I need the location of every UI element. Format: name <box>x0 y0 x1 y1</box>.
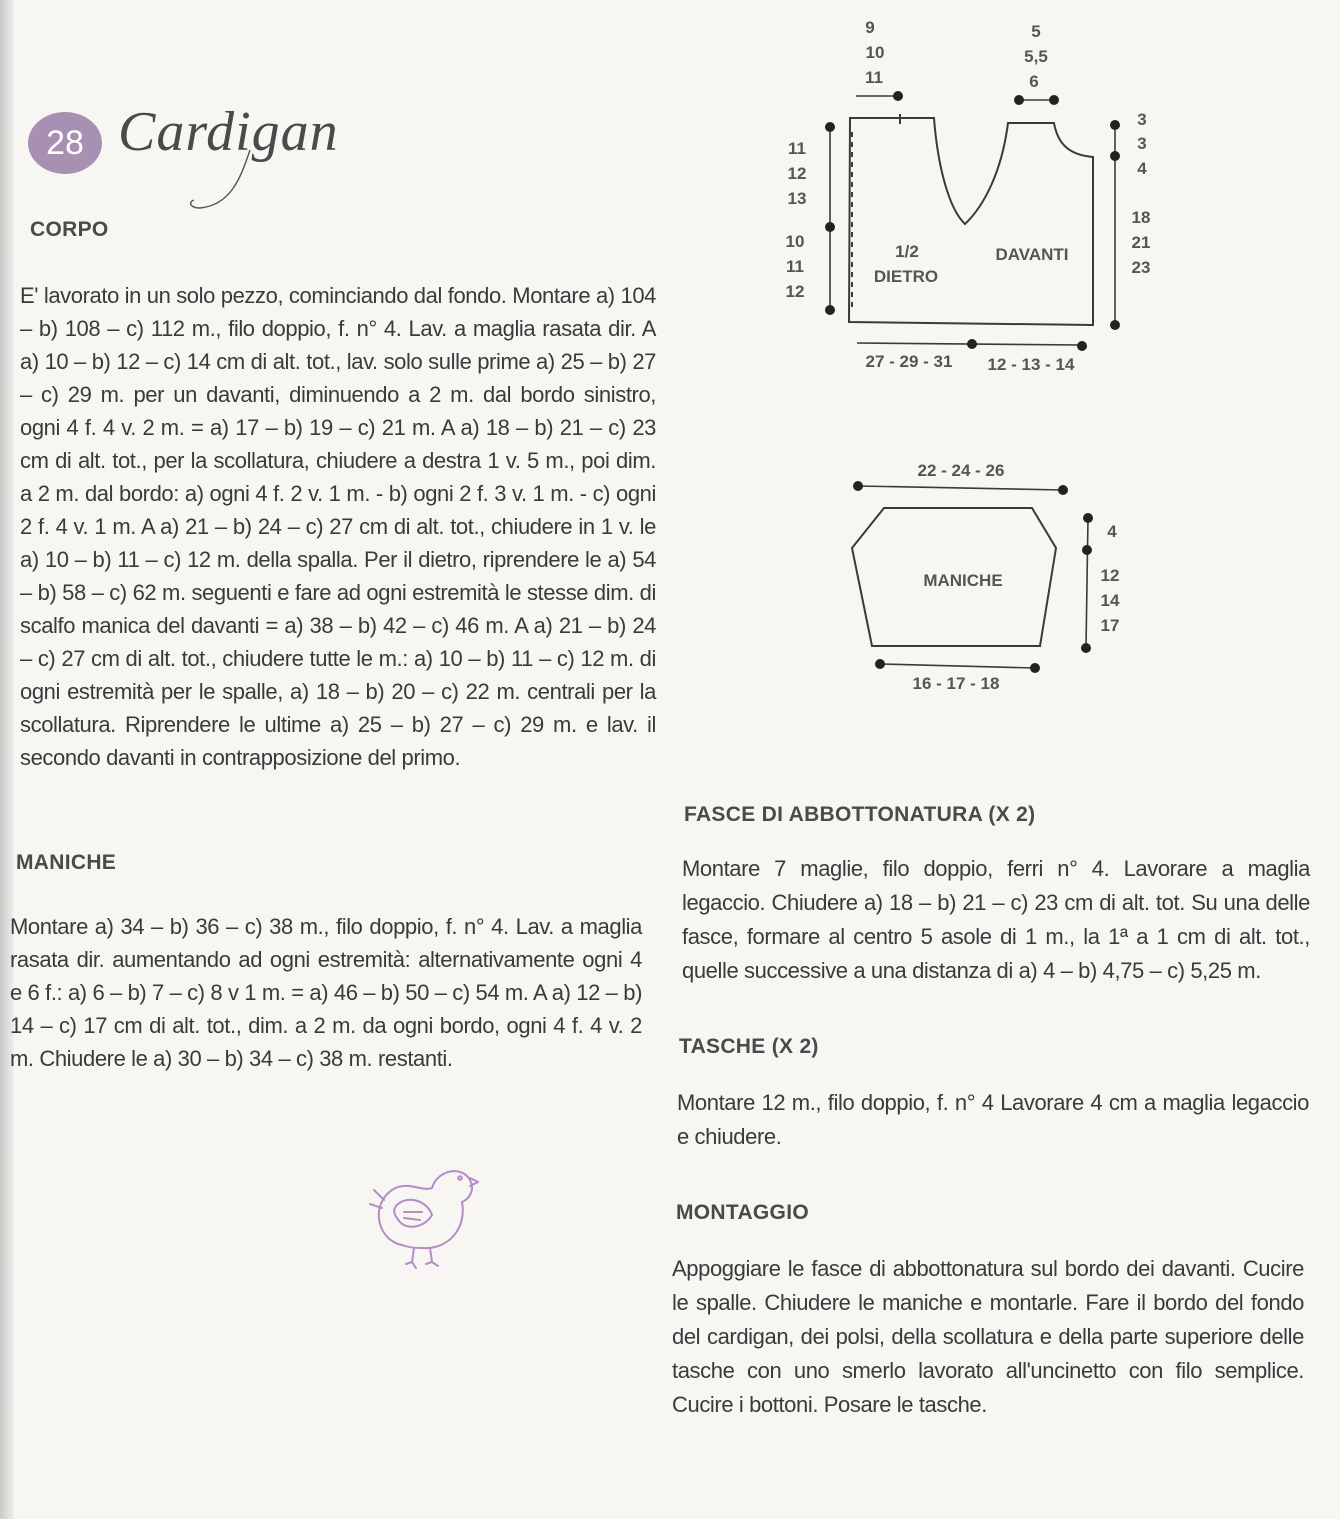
left-lower-measure-2: 11 <box>786 257 804 276</box>
left-upper-measure-3: 13 <box>787 189 807 208</box>
back-label: DIETRO <box>873 267 939 286</box>
left-upper-measure-1: 11 <box>788 139 806 158</box>
right-upper-measure-1: 3 <box>1137 110 1147 129</box>
right-upper-measure-2: 3 <box>1137 134 1147 153</box>
left-lower-measure-1: 10 <box>785 232 805 251</box>
sleeve-right-lower-measure-2: 14 <box>1100 591 1120 610</box>
tasche-text: Montare 12 m., filo doppio, f. n° 4 Lavorare 4 cm a maglia legaccio e chiudere. <box>677 1090 1309 1149</box>
sleeve-schematic <box>830 450 1150 700</box>
tasche-heading: TASCHE (X 2) <box>679 1035 819 1058</box>
pattern-number-badge: 28 <box>28 112 102 174</box>
bottom-left-measure: 27 - 29 - 31 <box>865 352 953 371</box>
top-right-measure-1: 5 <box>1031 22 1041 41</box>
sleeve-top-measure: 22 - 24 - 26 <box>917 461 1005 480</box>
fasce-text: Montare 7 maglie, filo doppio, ferri n° 4. Lavorare a maglia legaccio. Chiudere a) 18 – b) 21 – c) 23 cm di alt. tot. Su una delle fasce, formare al centro 5 asole di 1 m., la 1ª a 1 cm di alt. tot., quelle successive a una distanza di a) 4 – b) 4,75 – c) 5,25 m. <box>682 856 1310 983</box>
right-upper-measure-3: 4 <box>1137 159 1147 178</box>
measure-lines <box>830 96 1115 345</box>
sleeve-bottom-measure: 16 - 17 - 18 <box>912 674 1000 693</box>
right-lower-measure-3: 23 <box>1131 258 1151 277</box>
sleeve-right-lower-measure-1: 12 <box>1100 566 1120 585</box>
title-swash-ornament <box>180 150 260 210</box>
top-right-measure-2: 5,5 <box>1024 47 1048 66</box>
measure-dots <box>825 91 1120 351</box>
body-outline <box>849 114 1093 325</box>
corpo-heading: CORPO <box>30 218 109 241</box>
front-label: DAVANTI <box>995 245 1069 264</box>
sleeve-label: MANICHE <box>923 571 1003 590</box>
right-lower-measure-2: 21 <box>1131 233 1151 252</box>
left-upper-measure-2: 12 <box>787 164 807 183</box>
montaggio-heading: MONTAGGIO <box>676 1201 809 1224</box>
maniche-text: Montare a) 34 – b) 36 – c) 38 m., filo doppio, f. n° 4. Lav. a maglia rasata dir. aumentando ad ogni estremità: alternativamente ogni 4 e 6 f.: a) 6 – b) 7 – c) 8 v 1 m. = a) 46 – b) 50 – c) 54 m. A a) 12 – b) 14 – c) 17 cm di alt. tot., dim. a 2 m. da ogni bordo, ogni 4 f. 4 v. 2 m. Chiudere le a) 30 – b) 34 – c) 38 m. restanti. <box>10 914 642 1071</box>
left-lower-measure-3: 12 <box>785 282 805 301</box>
fasce-heading: FASCE DI ABBOTTONATURA (X 2) <box>684 803 1036 826</box>
top-left-measure-3: 11 <box>865 68 883 87</box>
right-lower-measure-1: 18 <box>1131 208 1151 227</box>
top-left-measure-1: 9 <box>865 18 875 37</box>
maniche-heading: MANICHE <box>16 851 117 874</box>
sleeve-right-upper-measure: 4 <box>1107 522 1117 541</box>
chick-illustration <box>362 1160 482 1280</box>
montaggio-text: Appoggiare le fasce di abbottonatura sul bordo dei davanti. Cucire le spalle. Chiudere le maniche e montarle. Fare il bordo del fondo del cardigan, dei polsi, della scollatura e della parte superiore delle tasche con uno smerlo lavorato all'uncinetto con filo semplice. Cucire i bottoni. Posare le tasche. <box>672 1256 1304 1417</box>
body-schematic <box>770 10 1190 390</box>
pattern-title: Cardigan <box>118 101 339 163</box>
top-left-measure-2: 10 <box>865 43 885 62</box>
sleeve-right-lower-measure-3: 17 <box>1100 616 1120 635</box>
bottom-right-measure: 12 - 13 - 14 <box>987 355 1075 374</box>
corpo-text: E' lavorato in un solo pezzo, cominciando dal fondo. Montare a) 104 – b) 108 – c) 112 m., filo doppio, f. n° 4. Lav. a maglia rasata dir. A a) 10 – b) 12 – c) 14 cm di alt. tot., lav. solo sulle prime a) 25 – b) 27 – c) 29 m. per un davanti, diminuendo a 2 m. dal bordo sinistro, ogni 4 f. 4 v. 2 m. = a) 17 – b) 19 – c) 21 m. A a) 18 – b) 21 – c) 23 cm di alt. tot., per la scollatura, chiudere a destra 1 v. 5 m., poi dim. a 2 m. dal bordo: a) ogni 4 f. 2 v. 1 m. - b) ogni 2 f. 3 v. 1 m. - c) ogni 2 f. 4 v. 1 m. A a) 21 – b) 24 – c) 27 cm di alt. tot., chiudere in 1 v. le a) 10 – b) 11 – c) 12 m. della spalla. Per il dietro, riprendere le a) 54 – b) 58 – c) 62 m. seguenti e fare ad ogni estremità le stesse dim. di scalfo manica del davanti = a) 38 – b) 42 – c) 46 m. A a) 21 – b) 24 – c) 27 cm di alt. tot., chiudere tutte le m.: a) 10 – b) 11 – c) 12 m. di ogni estremità per le spalle, a) 18 – b) 20 – c) 22 m. centrali per la scollatura. Riprendere le ultime a) 25 – b) 27 – c) 29 m. e lav. il secondo davanti in contrapposizione del primo. <box>20 283 656 770</box>
top-right-measure-3: 6 <box>1029 72 1039 91</box>
back-label-fraction: 1/2 <box>895 242 919 261</box>
